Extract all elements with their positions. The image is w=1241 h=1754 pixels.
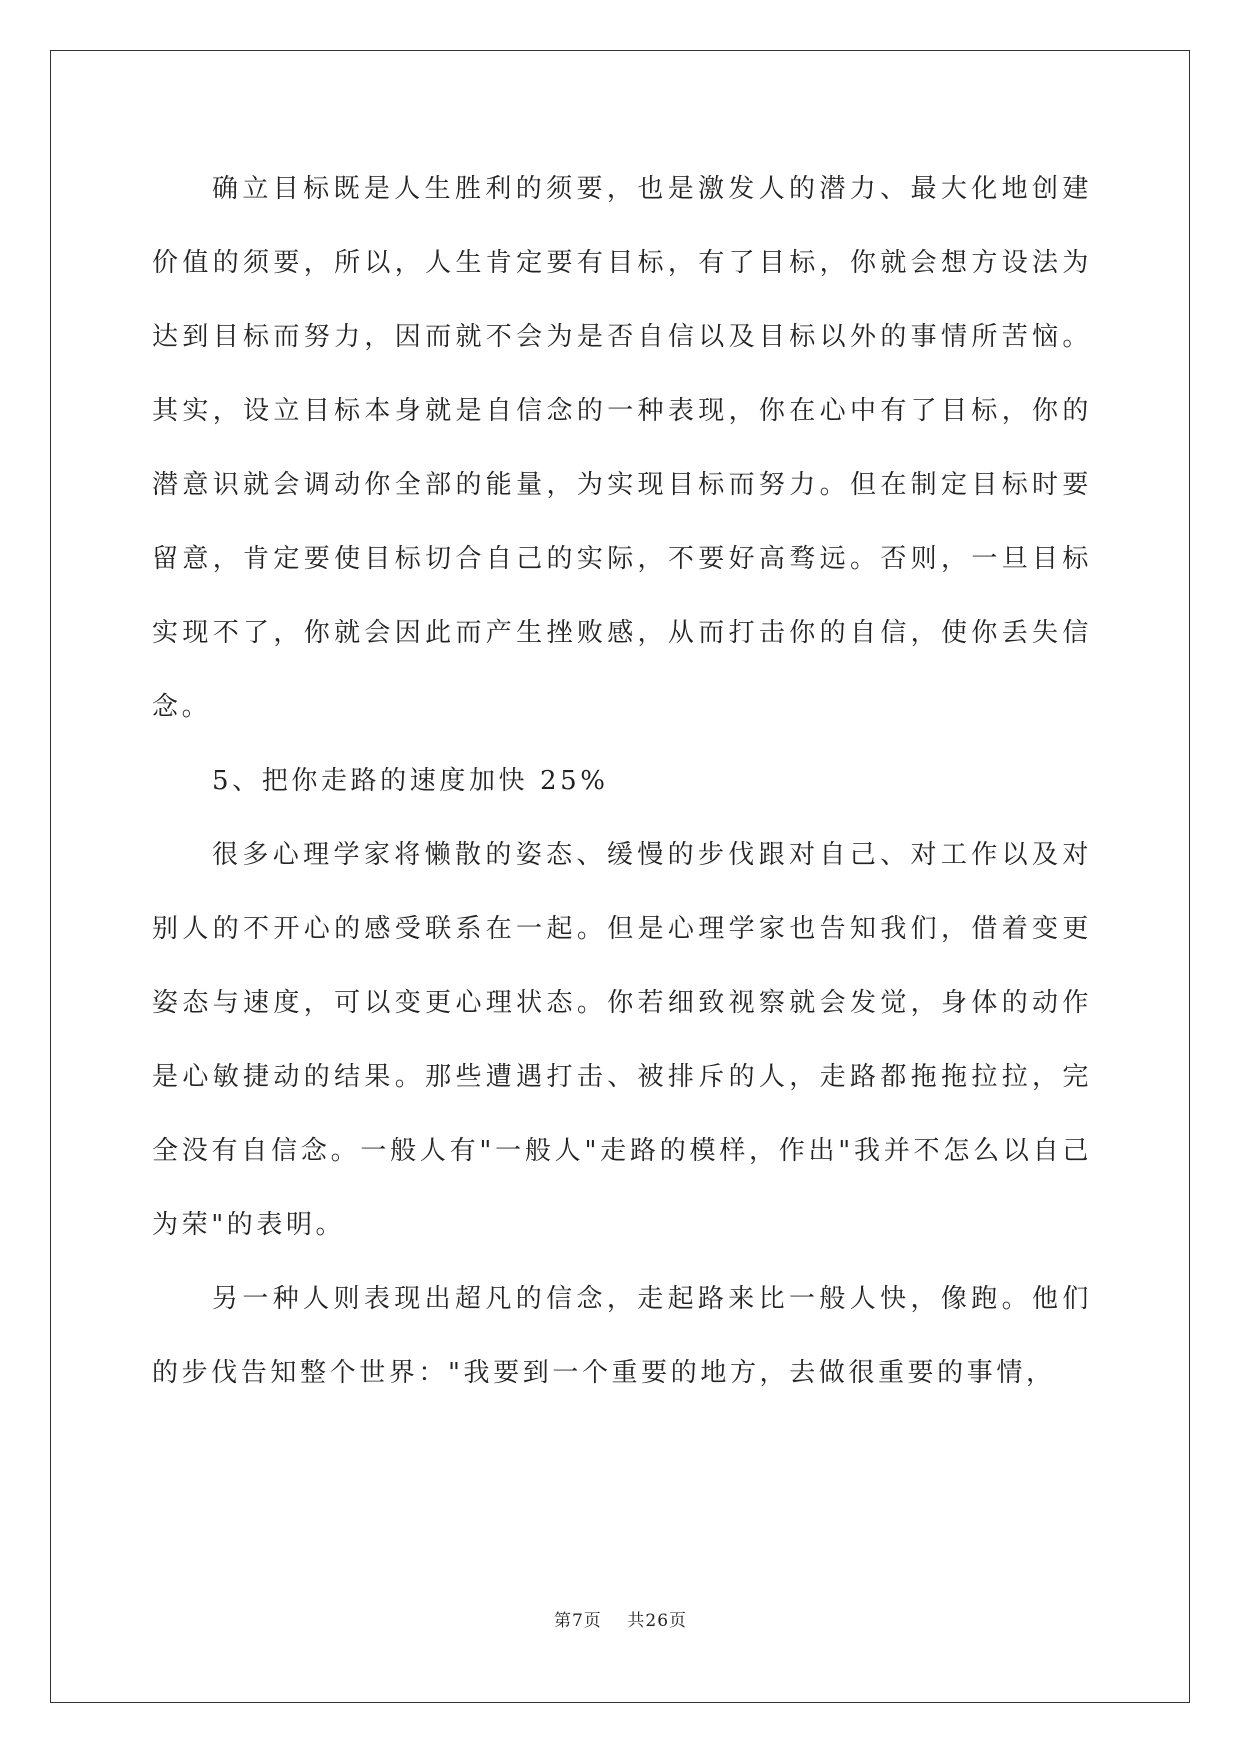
section-heading-walking-speed: 5、把你走路的速度加快 25% (212, 766, 609, 796)
page-suffix: 页 (583, 1611, 602, 1631)
total-prefix: 共 (627, 1611, 646, 1631)
page-prefix: 第 (553, 1611, 572, 1631)
page-footer (0, 1606, 1241, 1631)
document-body (152, 152, 1092, 1410)
paragraph-posture-psychology: 很多心理学家将懒散的姿态、缓慢的步伐跟对自己、对工作以及对别人的不开心的感受联系在一起。但是心理学家也告知我们，借着变更姿态与速度，可以变更心理状态。你若细致视察就会发觉，身体的动作是心敏捷动的结果。那些遭遇打击、被排斥的人，走路都拖拖拉拉，完全没有自信念。一般人有"一般人"走路的模样，作出"我并不怎么以自己为荣"的表明。 (152, 840, 1092, 1240)
paragraph-goal-setting: 确立目标既是人生胜利的须要，也是激发人的潜力、最大化地创建价值的须要，所以，人生肯定要有目标，有了目标，你就会想方设法为达到目标而努力，因而就不会为是否自信以及目标以外的事情所苦恼。其实，设立目标本身就是自信念的一种表现，你在心中有了目标，你的潜意识就会调动你全部的能量，为实现目标而努力。但在制定目标时要留意，肯定要使目标切合自己的实际，不要好高骛远。否则，一旦目标实现不了，你就会因此而产生挫败感，从而打击你的自信，使你丢失信念。 (152, 174, 1092, 722)
page-number: 7 (571, 1611, 584, 1631)
paragraph-confident-walk: 另一种人则表现出超凡的信念，走起路来比一般人快，像跑。他们的步伐告知整个世界："我要到一个重要的地方，去做很重要的事情， (152, 1284, 1092, 1388)
total-suffix: 页 (669, 1611, 688, 1631)
total-pages: 26 (645, 1611, 670, 1631)
